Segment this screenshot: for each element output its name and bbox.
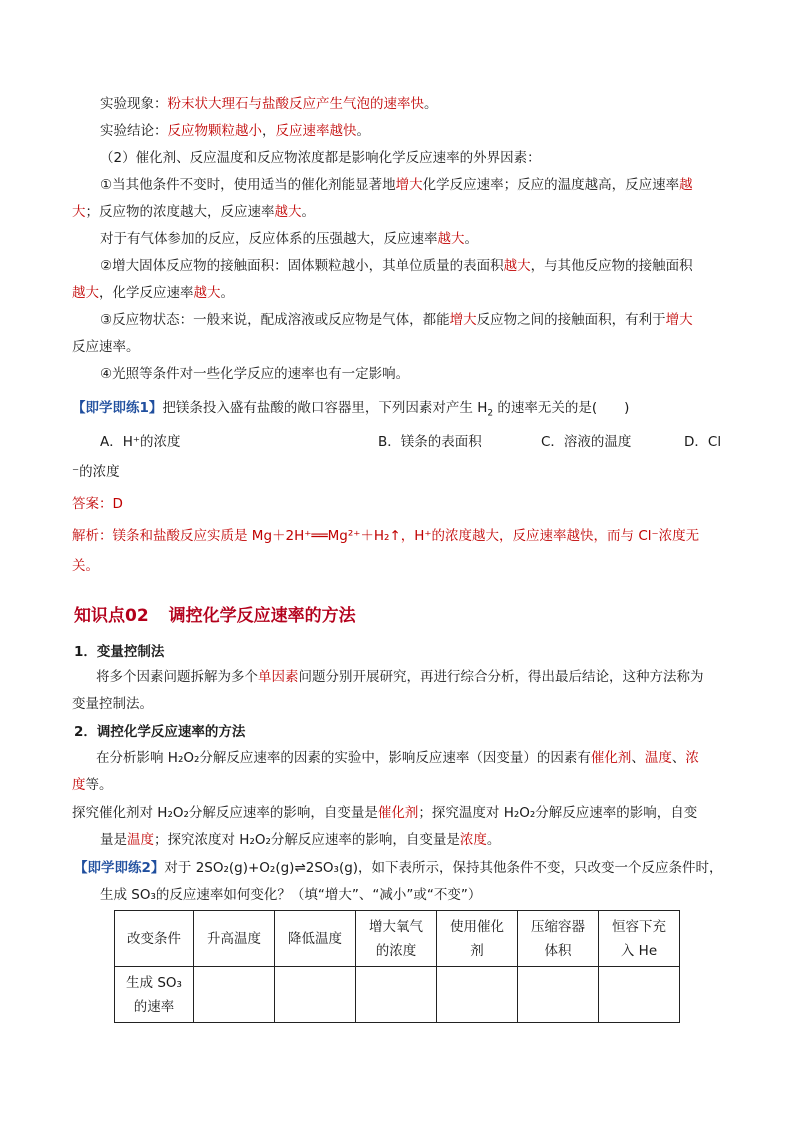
- table-row-label: 生成 SO₃ 的速率: [115, 967, 194, 1023]
- option-b: B．镁条的表面积: [378, 434, 482, 450]
- methods-text-4: 量是温度；探究浓度对 H₂O₂分解反应速率的影响，自变量是浓度。: [100, 832, 501, 848]
- option-d: D．Cl: [684, 434, 722, 450]
- subheading-methods: 2．调控化学反应速率的方法: [74, 724, 246, 740]
- concentration-line: 大；反应物的浓度越大，反应速率越大。: [72, 204, 315, 220]
- table-cell[interactable]: [356, 967, 437, 1023]
- option-c: C．溶液的温度: [541, 434, 632, 450]
- table-cell[interactable]: [437, 967, 518, 1023]
- table-cell[interactable]: [518, 967, 599, 1023]
- analysis-continued: 关。: [72, 558, 99, 574]
- option-d-continued: ⁻的浓度: [72, 464, 120, 480]
- table-header: 改变条件: [115, 911, 194, 967]
- section-heading: 知识点02 调控化学反应速率的方法: [74, 606, 356, 626]
- light-line: ④光照等条件对一些化学反应的速率也有一定影响。: [100, 366, 410, 382]
- rate-table: [114, 910, 680, 1023]
- surface-area-line: ②增大固体反应物的接触面积：固体颗粒越小，其单位质量的表面积越大，与其他反应物的接触面积: [100, 258, 693, 274]
- observation-line: 实验现象：粉末状大理石与盐酸反应产生气泡的速率快。: [100, 96, 438, 112]
- table-header: 压缩容器 体积: [518, 911, 599, 967]
- practice-1-question: 【即学即练1】把镁条投入盛有盐酸的敞口容器里，下列因素对产生 $H_2$ 的速率无关的是( ): [72, 400, 630, 419]
- variable-control-text-2: 变量控制法。: [72, 696, 153, 712]
- factors-intro: （2）催化剂、反应温度和反应物浓度都是影响化学反应速率的外界因素：: [100, 150, 541, 166]
- variable-control-text: 将多个因素问题拆解为多个单因素问题分别开展研究，再进行综合分析，得出最后结论，这种方法称为: [96, 669, 704, 685]
- practice-2-question-2: 生成 SO₃的反应速率如何变化？（填“增大”、“减小”或“不变”）: [100, 887, 482, 903]
- answer: 答案：D: [72, 496, 123, 512]
- analysis: 解析：镁条和盐酸反应实质是 Mg＋2H⁺══Mg²⁺＋H₂↑，H⁺的浓度越大，反应速率越快，而与 Cl⁻浓度无: [72, 528, 700, 544]
- practice-2-question: 【即学即练2】对于 2SO₂(g)+O₂(g)⇌2SO₃(g)，如下表所示，保持其他条件不变，只改变一个反应条件时，: [74, 860, 723, 876]
- surface-area-line-2: 越大，化学反应速率越大。: [72, 285, 234, 301]
- table-cell[interactable]: [275, 967, 356, 1023]
- methods-text-2: 度等。: [72, 777, 113, 793]
- catalyst-line: ①当其他条件不变时，使用适当的催化剂能显著地增大化学反应速率；反应的温度越高，反应速率越: [100, 177, 693, 193]
- methods-text: 在分析影响 H₂O₂分解反应速率的因素的实验中，影响反应速率（因变量）的因素有催化剂、温度、浓: [96, 750, 699, 766]
- table-cell[interactable]: [194, 967, 275, 1023]
- subheading-variable-control: 1．变量控制法: [74, 644, 165, 660]
- table-cell[interactable]: [599, 967, 680, 1023]
- table-header: 使用催化 剂: [437, 911, 518, 967]
- option-a: A．H⁺的浓度: [100, 434, 181, 450]
- methods-text-3: 探究催化剂对 H₂O₂分解反应速率的影响，自变量是催化剂；探究温度对 H₂O₂分解反应速率的影响，自变: [72, 805, 698, 821]
- table-header: 升高温度: [194, 911, 275, 967]
- state-line: ③反应物状态：一般来说，配成溶液或反应物是气体，都能增大反应物之间的接触面积，有利于增大: [100, 312, 693, 328]
- table-header: 恒容下充 入 He: [599, 911, 680, 967]
- state-line-2: 反应速率。: [72, 339, 140, 355]
- table-header: 降低温度: [275, 911, 356, 967]
- pressure-line: 对于有气体参加的反应，反应体系的压强越大，反应速率越大。: [100, 231, 478, 247]
- conclusion-line: 实验结论：反应物颗粒越小，反应速率越快。: [100, 123, 370, 139]
- table-header: 增大氧气 的浓度: [356, 911, 437, 967]
